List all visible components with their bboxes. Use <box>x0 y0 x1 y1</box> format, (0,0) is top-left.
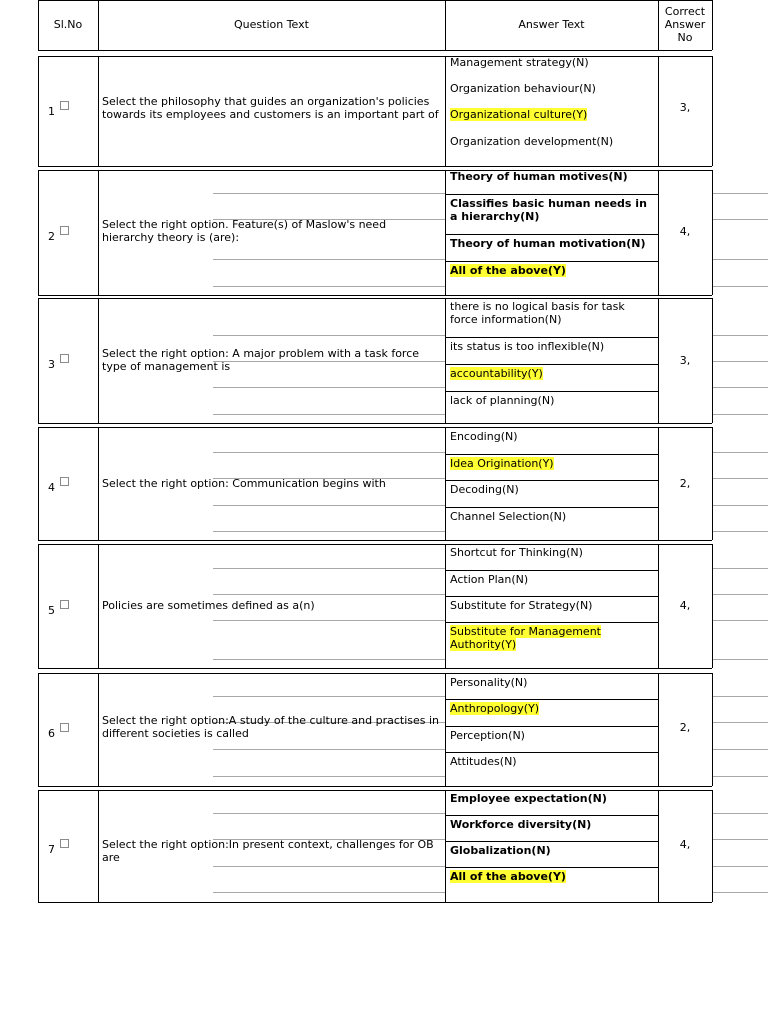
table-rule <box>98 544 99 668</box>
table-rule <box>712 286 768 287</box>
answer-option <box>450 56 653 69</box>
answer-option-text: Decoding(N) <box>450 483 519 496</box>
row-number: 1 <box>48 105 55 118</box>
row-select-checkbox[interactable] <box>60 101 69 110</box>
correct-answer-highlight: Idea Origination(Y) <box>450 457 554 470</box>
table-rule <box>98 427 99 540</box>
answer-option <box>450 599 653 612</box>
table-rule <box>38 668 712 669</box>
table-rule <box>98 56 99 166</box>
table-rule <box>213 286 445 287</box>
table-rule <box>38 790 712 791</box>
table-rule <box>445 170 446 295</box>
answer-option-text: Globalization(N) <box>450 844 551 857</box>
correct-answer-no: 2, <box>679 477 691 490</box>
table-rule <box>38 298 712 299</box>
answer-option <box>450 300 653 326</box>
table-rule <box>38 786 712 787</box>
answer-option-text: Shortcut for Thinking(N) <box>450 546 583 559</box>
table-rule <box>38 295 712 296</box>
table-rule <box>445 194 658 195</box>
question-text: Select the right option: Communication begins with <box>102 477 386 490</box>
table-rule <box>213 866 445 867</box>
table-rule <box>445 544 446 668</box>
answer-option <box>450 367 653 380</box>
answer-option <box>450 457 653 470</box>
table-rule <box>445 56 446 166</box>
correct-answer-highlight: All of the above(Y) <box>450 264 566 277</box>
table-rule <box>712 892 768 893</box>
answer-option <box>450 702 653 715</box>
table-rule <box>712 696 768 697</box>
answer-option-text: Channel Selection(N) <box>450 510 567 523</box>
table-rule <box>712 219 768 220</box>
table-rule <box>712 594 768 595</box>
table-rule <box>712 568 768 569</box>
table-rule <box>213 387 445 388</box>
table-rule <box>712 813 768 814</box>
answer-option-text: Action Plan(N) <box>450 573 529 586</box>
row-number: 3 <box>48 358 55 371</box>
answer-option <box>450 135 653 148</box>
table-rule <box>712 427 713 540</box>
table-rule <box>445 815 658 816</box>
answer-option-text: Classifies basic human needs in a hierarchy(N) <box>450 197 647 223</box>
table-rule <box>98 790 99 902</box>
table-rule <box>712 387 768 388</box>
header-slno: Sl.No <box>53 18 83 31</box>
answer-option-text: Theory of human motives(N) <box>450 170 628 183</box>
question-text: Select the philosophy that guides an organization's policies towards its employees and customers is an important part of <box>102 95 439 121</box>
table-rule <box>213 813 445 814</box>
table-rule <box>712 776 768 777</box>
table-rule <box>712 659 768 660</box>
correct-answer-highlight: Organizational culture(Y) <box>450 108 588 121</box>
table-rule <box>445 261 658 262</box>
answer-option-text: Attitudes(N) <box>450 755 517 768</box>
table-rule <box>712 335 768 336</box>
answer-option <box>450 573 653 586</box>
answer-option-text: its status is too inflexible(N) <box>450 340 605 353</box>
table-rule <box>712 839 768 840</box>
table-rule <box>213 505 445 506</box>
answer-option <box>450 340 653 353</box>
answer-option-text: Theory of human motivation(N) <box>450 237 646 250</box>
header-correct-answer-no: Correct Answer No <box>664 5 706 44</box>
row-number: 4 <box>48 481 55 494</box>
answer-option-text: there is no logical basis for task force information(N) <box>450 300 625 326</box>
table-rule <box>712 298 713 423</box>
table-rule <box>712 56 713 166</box>
table-rule <box>213 335 445 336</box>
answer-option <box>450 430 653 443</box>
correct-answer-no: 4, <box>679 599 691 612</box>
correct-answer-no: 3, <box>679 354 691 367</box>
question-text: Select the right option:In present context, challenges for OB are <box>102 838 434 864</box>
answer-option <box>450 625 653 651</box>
table-rule <box>445 454 658 455</box>
table-rule <box>712 259 768 260</box>
header-answer: Answer Text <box>518 18 585 31</box>
table-rule <box>712 673 713 786</box>
table-rule <box>445 427 446 540</box>
row-select-checkbox[interactable] <box>60 354 69 363</box>
table-rule <box>712 170 713 295</box>
table-rule <box>445 480 658 481</box>
table-rule <box>213 659 445 660</box>
table-rule <box>445 867 658 868</box>
answer-option <box>450 870 653 883</box>
question-text: Select the right option:A study of the culture and practises in different societies is called <box>102 714 439 740</box>
table-rule <box>98 170 99 295</box>
answer-option-text: Substitute for Strategy(N) <box>450 599 593 612</box>
table-rule <box>98 298 99 423</box>
answer-option-text: Management strategy(N) <box>450 56 589 69</box>
table-rule <box>445 364 658 365</box>
table-rule <box>712 620 768 621</box>
table-rule <box>445 752 658 753</box>
table-rule <box>445 298 446 423</box>
table-rule <box>38 544 712 545</box>
row-select-checkbox[interactable] <box>60 839 69 848</box>
table-rule <box>445 726 658 727</box>
answer-option <box>450 676 653 689</box>
table-rule <box>712 193 768 194</box>
table-rule <box>712 0 713 50</box>
row-number: 7 <box>48 843 55 856</box>
answer-option <box>450 483 653 496</box>
table-rule <box>38 427 712 428</box>
answer-option <box>450 170 653 183</box>
table-rule <box>213 776 445 777</box>
table-rule <box>213 749 445 750</box>
answer-option-text: lack of planning(N) <box>450 394 555 407</box>
table-rule <box>712 749 768 750</box>
table-rule <box>445 673 446 786</box>
row-select-checkbox[interactable] <box>60 723 69 732</box>
table-rule <box>38 673 712 674</box>
correct-answer-no: 3, <box>679 101 691 114</box>
table-rule <box>445 790 446 902</box>
table-rule <box>712 544 713 668</box>
table-rule <box>445 234 658 235</box>
table-rule <box>658 0 659 50</box>
row-select-checkbox[interactable] <box>60 477 69 486</box>
answer-option <box>450 394 653 407</box>
table-rule <box>213 696 445 697</box>
table-rule <box>38 0 39 50</box>
answer-option-text: Workforce diversity(N) <box>450 818 592 831</box>
table-rule <box>213 892 445 893</box>
table-rule <box>213 531 445 532</box>
table-rule <box>445 841 658 842</box>
table-rule <box>98 0 99 50</box>
table-rule <box>213 620 445 621</box>
answer-option <box>450 510 653 523</box>
row-number: 6 <box>48 727 55 740</box>
correct-answer-no: 4, <box>679 838 691 851</box>
answer-option-text: Employee expectation(N) <box>450 792 607 805</box>
table-rule <box>712 478 768 479</box>
table-rule <box>213 568 445 569</box>
answer-option-text: Perception(N) <box>450 729 525 742</box>
answer-option <box>450 546 653 559</box>
question-text: Select the right option: A major problem with a task force type of management is <box>102 347 420 373</box>
table-rule <box>38 50 712 51</box>
table-rule <box>712 722 768 723</box>
table-rule <box>445 699 658 700</box>
answer-option <box>450 818 653 831</box>
table-rule <box>38 423 712 424</box>
row-number: 5 <box>48 604 55 617</box>
answer-option <box>450 755 653 768</box>
table-rule <box>445 337 658 338</box>
table-rule <box>213 414 445 415</box>
answer-option <box>450 792 653 805</box>
table-rule <box>712 505 768 506</box>
question-text: Select the right option. Feature(s) of Maslow's need hierarchy theory is (are): <box>102 218 387 244</box>
table-rule <box>213 452 445 453</box>
answer-option <box>450 264 653 277</box>
answer-option <box>450 82 653 95</box>
table-rule <box>445 507 658 508</box>
correct-answer-highlight: accountability(Y) <box>450 367 543 380</box>
table-rule <box>712 414 768 415</box>
answer-option-text: Personality(N) <box>450 676 528 689</box>
header-question: Question Text <box>234 18 309 31</box>
correct-answer-no: 4, <box>679 225 691 238</box>
answer-option <box>450 197 653 223</box>
row-number: 2 <box>48 230 55 243</box>
table-rule <box>38 540 712 541</box>
table-rule <box>213 193 445 194</box>
answer-option <box>450 237 653 250</box>
table-rule <box>213 259 445 260</box>
table-rule <box>712 790 713 902</box>
table-rule <box>38 0 712 1</box>
table-rule <box>213 594 445 595</box>
answer-option-text: Organization development(N) <box>450 135 614 148</box>
answer-option <box>450 729 653 742</box>
table-rule <box>445 596 658 597</box>
table-rule <box>445 0 446 50</box>
table-rule <box>712 361 768 362</box>
table-rule <box>445 570 658 571</box>
table-rule <box>445 622 658 623</box>
correct-answer-highlight: Anthropology(Y) <box>450 702 540 715</box>
table-rule <box>38 902 712 903</box>
answer-option <box>450 844 653 857</box>
answer-option <box>450 108 653 121</box>
table-rule <box>712 452 768 453</box>
row-select-checkbox[interactable] <box>60 226 69 235</box>
table-rule <box>445 391 658 392</box>
table-rule <box>712 531 768 532</box>
answer-option-text: Organization behaviour(N) <box>450 82 596 95</box>
correct-answer-highlight: Substitute for Management Authority(Y) <box>450 625 601 651</box>
answer-option-text: Encoding(N) <box>450 430 518 443</box>
question-text: Policies are sometimes defined as a(n) <box>102 599 315 612</box>
correct-answer-highlight: All of the above(Y) <box>450 870 566 883</box>
row-select-checkbox[interactable] <box>60 600 69 609</box>
table-rule <box>38 166 712 167</box>
table-rule <box>712 866 768 867</box>
correct-answer-no: 2, <box>679 721 691 734</box>
table-rule <box>98 673 99 786</box>
